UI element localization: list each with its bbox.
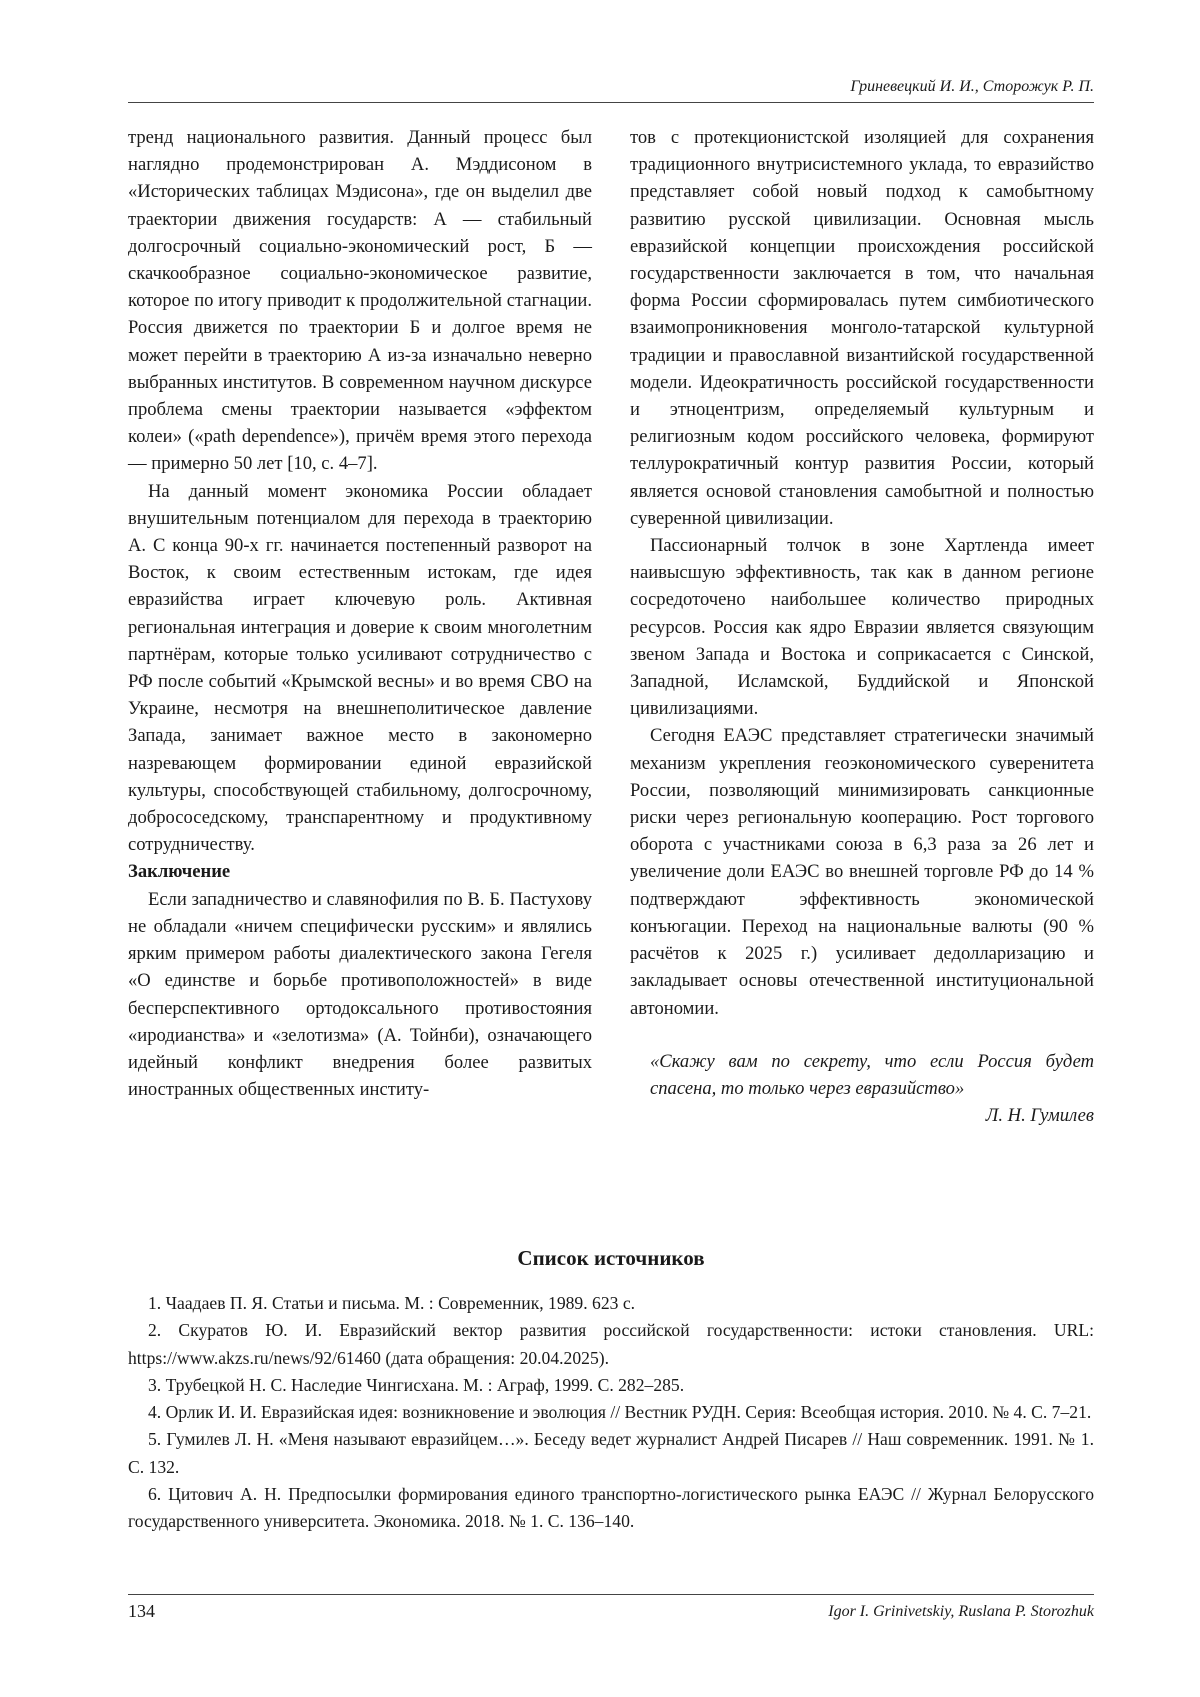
references-list: [128, 1290, 1094, 1536]
left-paragraph-3: Если западничество и славянофилия по В. Б. Пастухову не обладали «ничем специфически русским» и являлись ярким примером работы диалектического закона Гегеля «О единстве и борьбе противоположностей» в виде бесперспективного ортодоксального противостояния «иродианства» и «зелотизма» (А. Тойнби), означающего идейный конфликт внедрения более развитых иностранных общественных институ-: [128, 888, 592, 1101]
reference-item: 5. Гумилев Л. Н. «Меня называют евразийцем…». Беседу ведет журналист Андрей Писарев // Наш современник. 1991. № 1. С. 132.: [128, 1429, 1094, 1477]
right-column: [630, 124, 1094, 1129]
reference-item: 2. Скуратов Ю. И. Евразийский вектор развития российской государственности: истоки становления. URL: https://www.akzs.ru/news/92/61460 (дата обращения: 20.04.2025).: [128, 1320, 1094, 1368]
reference-item: 3. Трубецкой Н. С. Наследие Чингисхана. М. : Аграф, 1999. С. 282–285.: [148, 1374, 685, 1395]
page-number: 134: [128, 1601, 155, 1621]
reference-item: 6. Цитович А. Н. Предпосылки формирования единого транспортно-логистического рынка ЕАЭС // Журнал Белорусского государственного университета. Экономика. 2018. № 1. С. 136–140.: [128, 1484, 1094, 1532]
references-title: Список источников: [517, 1246, 705, 1270]
running-head: Гриневецкий И. И., Сторожук Р. П.: [850, 78, 1094, 95]
right-paragraph-2: Пассионарный толчок в зоне Хартленда имеет наивысшую эффективность, так как в данном регионе сосредоточено наибольшее количество природных ресурсов. Россия как ядро Евразии является связующим звеном Запада и Востока и соприкасается с Синской, Западной, Исламской, Буддийской и Японской цивилизациями.: [630, 535, 1094, 720]
reference-item: 4. Орлик И. И. Евразийская идея: возникновение и эволюция // Вестник РУДН. Серия: Всеобщая история. 2010. № 4. С. 7–21.: [148, 1402, 1092, 1423]
epigraph-author: Л. Н. Гумилев: [985, 1105, 1094, 1127]
left-paragraph-2: На данный момент экономика России обладает внушительным потенциалом для перехода в траекторию А. С конца 90-х гг. начинается постепенный разворот на Восток, к своим естественным истокам, где идея евразийства играет ключевую роль. Активная региональная интеграция и доверие к своим многолетним партнёрам, которые только усиливают сотрудничество с РФ после событий «Крымской весны» и во время СВО на Украине, несмотря на внешнеполитическое давление Запада, занимает важное место в закономерно назревающем формировании единой евразийской культуры, способствующей стабильному, долгосрочному, добрососедскому, транспарентному и продуктивному сотрудничеству.: [128, 480, 592, 856]
epigraph: [630, 1048, 1094, 1130]
reference-item: 1. Чаадаев П. Я. Статьи и письма. М. : Современник, 1989. 623 с.: [148, 1293, 636, 1313]
section-title-conclusion: Заключение: [128, 861, 231, 883]
right-paragraph-1: тов с протекционистской изоляцией для сохранения традиционного внутрисистемного уклада, то евразийство представляет собой новый подход к самобытному развитию русской цивилизации. Основная мысль евразийской концепции происхождения российской государственности заключается в том, что начальная форма России сформировалась путем симбиотического взаимопроникновения монголо-татарской культурной традиции и православной византийской государственной модели. Идеократичность российской государственности и этноцентризм, определяемый культурным и религиозным кодом российского человека, формируют теллурократичный контур развития России, который является основой становления самобытной и полностью суверенной цивилизации.: [630, 127, 1094, 529]
footer-rule: [128, 1594, 1094, 1595]
left-column: [128, 124, 592, 1103]
epigraph-quote: «Скажу вам по секрету, что если Россия будет спасена, то только через евразийство»: [650, 1050, 1094, 1099]
right-paragraph-3: Сегодня ЕАЭС представляет стратегически значимый механизм укрепления геоэкономического суверенитета России, позволяющий минимизировать санкционные риски через региональную кооперацию. Рост торгового оборота с участниками союза в 6,3 раза за 26 лет и увеличение доли ЕАЭС во внешней торговле РФ до 14 % подтверждают эффективность экономической конъюгации. Переход на национальные валюты (90 % расчётов к 2025 г.) усиливает дедолларизацию и закладывает основы отечественной институциональной автономии.: [630, 725, 1094, 1019]
footer-authors: Igor I. Grinivetskiy, Ruslana P. Storozhuk: [828, 1603, 1094, 1620]
left-paragraph-1: тренд национального развития. Данный процесс был наглядно продемонстрирован А. Мэддисоном в «Исторических таблицах Мэдисона», где он выделил две траектории движения государств: А — стабильный долгосрочный социально-экономический рост, Б — скачкообразное социально-экономическое развитие, которое по итогу приводит к продолжительной стагнации. Россия движется по траектории Б и долгое время не может перейти в траекторию А из-за изначально неверно выбранных институтов. В современном научном дискурсе проблема смены траектории называется «эффектом колеи» («path dependence»), причём время этого перехода — примерно 50 лет [10, с. 4–7].: [128, 127, 592, 475]
header-rule: [128, 102, 1094, 103]
